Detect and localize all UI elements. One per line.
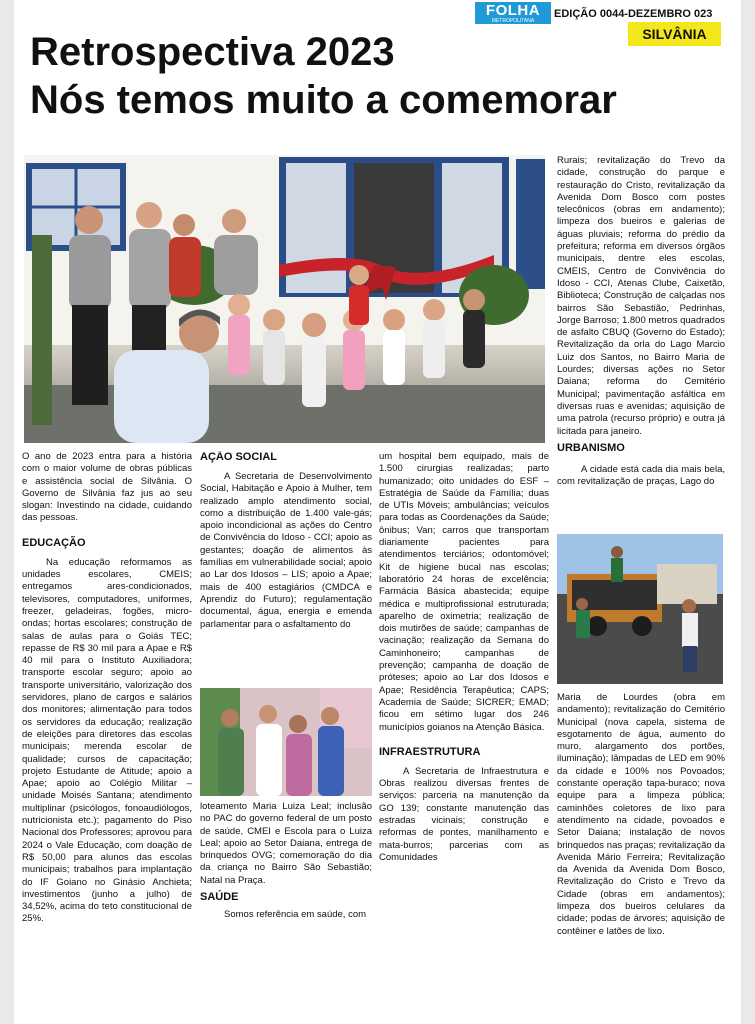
headline-line-1: Retrospectiva 2023 — [30, 30, 395, 74]
column-1 — [22, 451, 192, 971]
heading-infraestrutura: INFRAESTRUTURA — [379, 745, 481, 758]
heading-educacao: EDUCAÇÃO — [22, 536, 86, 549]
acao-social-text-2: loteamento Maria Luiza Leal; inclusão no PAC do governo federal de um posto de saúde, CMEI e Escola para o Luiza Leal; apoio ao Setor Daiana, entrega de brinquedos OVG; comemoração do dia da criança no Bairro São Sebastião; Natal na Praça. — [200, 801, 372, 886]
column-3 — [379, 451, 549, 971]
headline-line-2: Nós temos muito a comemorar — [30, 78, 617, 122]
infraestrutura-text-1: A Secretaria de Infraestrutura e Obras realizou diversas frentes de serviços: parceria na manutenção da GO 139; constante manutenção das estradas vicinais; construção e reformas de pontes, manilhamento e mata-burros; parcerias com as Comunidades — [379, 765, 549, 863]
photo-road-works — [557, 534, 723, 684]
column-2 — [200, 451, 372, 683]
folha-logo — [475, 2, 551, 24]
heading-urbanismo: URBANISMO — [557, 441, 625, 454]
main-photo-illustration — [24, 155, 545, 443]
heading-acao-social: AÇÃO SOCIAL — [200, 451, 277, 463]
intro-paragraph: O ano de 2023 entra para a história com o maior volume de obras públicas e assistência social de Silvânia. O Governo de Silvânia faz jus ao seu slogan: Investindo na cidade, cuidando das pessoas. — [22, 451, 192, 524]
saude-text-1: Somos referência em saúde, com — [224, 909, 367, 921]
photo-social-group — [200, 688, 372, 796]
main-photo-ribbon-cutting — [24, 155, 545, 443]
column-4-continued — [557, 692, 725, 972]
newspaper-page — [14, 0, 741, 1024]
column-2-continued — [200, 801, 372, 971]
urbanismo-text-2: Maria de Lourdes (obra em andamento); revitalização do Cemitério Municipal (nova capela, sistema de esgotamento de água, aumento do muro, alargamento dos portões, iluminação); lâmpadas de LED em 90% da cidade e 100% nos Povoados; constante operação tapa-buraco; nova equipe para a limpeza pública; caminhões coletores de lixo para atendimento na cidade, povoados e Setor Daiana; instalação de novos brinquedos nas praças; revitalização da Avenida Mário Ferreira; Revitalização da Avenida da Avenida Dom Bosco, Revitalização do Cristo e Trevo da Cidade (obras em andamentos); limpeza dos bueiros celulares da cidade; podas de árvores; aquisição de contêiner e latões de lixo. — [557, 692, 725, 937]
column-4 — [557, 155, 725, 528]
headline — [30, 28, 617, 124]
city-badge: SILVÂNIA — [628, 22, 721, 46]
infraestrutura-text-2: Rurais; revitalização do Trevo da cidade, construção do parque e restauração do Cristo, revitalização da Avenida Dom Bosco com postes telecônicos (obras em andamento); limpeza dos bueiros e galerias de águas pluviais; reforma do prédio da prefeitura; reforma em diversos órgãos municipais, dentre eles escolas, CMEIS, Centro de Convivência do Idoso - CCI, Atenas Clube, Caixetão, Biblioteca; Construção de calçadas nos bairros São Sebastião, Pedrinhas, Jorge Barroso; 1.800 metros quadrados de asfalto CBUQ (Governo do Estado); Revitalização da orla do Lago Marcio Luiz dos Santos, no Bairro Maria de Lourdes; diversas ações no Setor Daiana; reforma do Cemitério Municipal; pavimentação asfáltica em diversas ruas e avenidas; aquisição de uma patrola (recurso próprio) e outra já licitada para janeiro. — [557, 155, 725, 437]
acao-social-text-1: A Secretaria de Desenvolvimento Social, Habitação e Apoio à Mulher, tem realizado amplo atendimento social, como a distribuição de 1.400 vale-gás; apoio incondicional as ações do Centro de Convivência do Idoso - CCI; apoio as gestantes; doação de alimentos às famílias em vulnerabilidade social; apoio ao Lar dos Idosos – LIS; apoio a Apae; mais de 400 estagiários (CMDCA e Aprendiz do Futuro); regulamentação documental, água, energia e emenda parlamentar para o asfaltamento do — [200, 471, 372, 630]
logo-name: FOLHA — [485, 2, 541, 19]
heading-saude: SAÚDE — [200, 891, 239, 904]
educacao-text: Na educação reformamos as unidades escolares, CMEIS; entregamos ares-condicionados, televisores, computadores, uniformes, freezer, geladeiras, fogões, micro-ondas; hortas escolares; construção de salas de aulas para o Goiás TEC; repasse de R$ 30 mil para a Apae e R$ 40 mil para o Instituto Auxiliadora; transporte escolar seguro; apoio ao transporte universitário, valorização dos servidores, plano de cargos e salários dos monitores; alimentação para todos os servidores da educação; realização de eleições para diretores das escolas municipais; merenda escolar de qualidade; cursos de capacitação; projeto Estudante de Atitude; apoio a Apae; apoio ao Colégio Militar – unidade Moisés Santana; atendimento multiplinar (psicólogos, fonoaudiólogos, nutricionista etc.); pagamento do Piso Nacional dos Professores; aprovou para 2024 o Vale Educação, com doação de R$ 50,00 para alunos das escolas municipais; trabalhos para implantação do IF Goiano no Ginásio Anchieta; investimentos (junho a julho) de 34,52%, acima do teto constitucional de 25%. — [22, 556, 192, 925]
edition-label: EDIÇÃO 0044-DEZEMBRO 023 — [554, 8, 713, 20]
logo-subtitle: METROPOLITANA — [491, 18, 535, 24]
saude-text-2: um hospital bem equipado, mais de 1.500 cirurgias realizadas; parto humanizado; oito unidades do ESF – Estratégia de Saúde da Família; duas de UTIs Móveis; ambulâncias; veículos para todas as Coordenações da Saúde; ônibus; Van; carros que transportam diariamente pacientes para atendimentos terciários; odontomóvel; Kit de higiene bucal nas escolas; laboratório 24 horas de excelência; Farmácia Básica abastecida; equipe médica e multiprofissional estruturada; aparelho de oximetria; realização de dois mutirões de saúde; campanhas de vacinação; realização da Semana do Caminhoneiro; campanhas de prevenção; campanha de doação de próteses; apoio ao Lar dos Idosos e Apae; Residência Terapêutica; CAPS; Academia de Saúde; SICRER; EMAD; ficou em sétimo lugar dos 246 municípios goianos na Atenção Básica. — [379, 451, 549, 733]
social-photo-illustration — [200, 688, 372, 796]
road-works-photo-illustration — [557, 534, 723, 684]
urbanismo-text-1: A cidade está cada dia mais bela, com revitalização de praças, Lago do — [557, 463, 725, 488]
